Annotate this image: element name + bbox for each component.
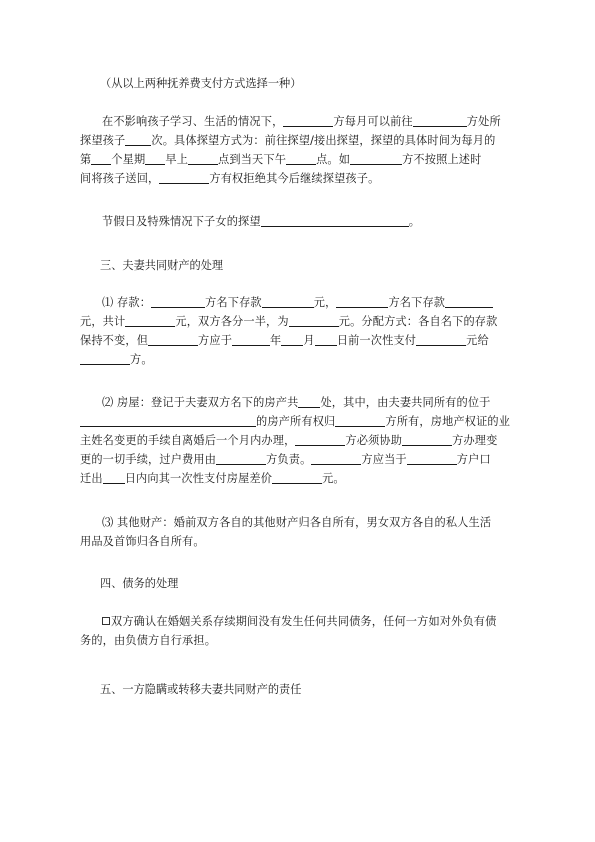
blank-field[interactable] — [272, 471, 322, 484]
blank-field[interactable] — [80, 352, 130, 365]
blank-field[interactable] — [261, 214, 409, 227]
section-4-title: 四、债务的处理 — [100, 577, 179, 590]
other-property-paragraph — [80, 513, 520, 551]
house-line-3: 主姓名变更的手续自离婚后一个月内办理， 方必须协助 方办理变 — [80, 434, 498, 447]
debt-paragraph — [80, 612, 520, 650]
blank-field[interactable] — [262, 295, 314, 308]
blank-field[interactable] — [402, 433, 452, 446]
visitation-line-1: 在不影响孩子学习、生活的情况下， 方每月可以前往 方处所 — [102, 115, 501, 128]
blank-field[interactable] — [145, 152, 165, 165]
blank-field[interactable] — [281, 333, 303, 346]
blank-field[interactable] — [315, 333, 337, 346]
deposit-line-3: 保持不变，但 方应于 年 月 日前一次性支付 元给 — [80, 334, 489, 347]
blank-field[interactable] — [407, 452, 457, 465]
blank-field[interactable] — [336, 295, 388, 308]
holiday-visitation: 节假日及特殊情况下子女的探望 。 — [102, 215, 421, 228]
blank-field[interactable] — [91, 152, 111, 165]
payment-choice-note: （从以上两种抚养费支付方式选择一种） — [100, 77, 302, 90]
blank-field[interactable] — [289, 314, 339, 327]
deposit-paragraph — [80, 293, 520, 369]
other-property-line-2: 用品及首饰归各自所有。 — [80, 535, 205, 548]
debt-line-1: 双方确认在婚姻关系存续期间没有发生任何共同债务，任何一方如对外负有债 — [80, 612, 520, 631]
blank-field[interactable] — [298, 395, 320, 408]
visitation-line-2: 探望孩子 次。具体探望方式为：前往探望/接出探望，探望的具体时间为每月的 — [80, 134, 496, 147]
blank-field[interactable] — [103, 471, 125, 484]
deposit-line-4: 方。 — [80, 350, 520, 369]
blank-field[interactable] — [148, 333, 198, 346]
blank-field[interactable] — [350, 152, 402, 165]
house-line-2: 的房产所有权归 方所有，房地产权证的业 — [80, 412, 520, 431]
visitation-line-3: 第 个星期 早上 点到当天下午 点。如 方不按照上述时 — [80, 153, 482, 166]
blank-field[interactable] — [159, 171, 209, 184]
blank-field[interactable] — [125, 133, 151, 146]
house-paragraph — [80, 393, 520, 488]
section-3-title: 三、夫妻共同财产的处理 — [100, 259, 224, 272]
blank-field[interactable] — [413, 114, 467, 127]
blank-field[interactable] — [335, 414, 385, 427]
other-property-line-1: ⑶ 其他财产：婚前双方各自的其他财产归各自所有，男女双方各自的私人生活 — [102, 516, 492, 529]
house-line-1: ⑵ 房屋：登记于夫妻双方名下的房产共 处，其中，由夫妻共同所有的位于 — [102, 396, 491, 409]
checkbox[interactable] — [102, 617, 110, 625]
visitation-line-4: 间将孩子送回， 方有权拒绝其今后继续探望孩子。 — [80, 172, 380, 185]
house-line-5: 迁出 日内向其一次性支付房屋差价 元。 — [80, 472, 345, 485]
deposit-line-2: 元，共计 元，双方各分一半，为 元。分配方式：各自名下的存款 — [80, 315, 498, 328]
blank-field[interactable] — [295, 433, 345, 446]
blank-field[interactable] — [283, 114, 333, 127]
debt-line-2: 务的，由负债方自行承担。 — [80, 634, 217, 647]
blank-field[interactable] — [188, 152, 218, 165]
blank-field[interactable] — [216, 452, 266, 465]
house-line-4: 更的一切手续，过户费用由 方负责。 方应当于 方户口 — [80, 453, 491, 466]
blank-field[interactable] — [445, 295, 493, 308]
blank-field[interactable] — [151, 295, 205, 308]
blank-field[interactable] — [286, 152, 316, 165]
blank-field[interactable] — [125, 314, 175, 327]
visitation-paragraph — [80, 112, 520, 188]
blank-field[interactable] — [232, 333, 270, 346]
blank-field[interactable] — [416, 333, 466, 346]
section-5-title: 五、一方隐瞒或转移夫妻共同财产的责任 — [100, 683, 302, 696]
deposit-line-1: ⑴ 存款： 方名下存款 元， 方名下存款 — [80, 293, 520, 312]
blank-field[interactable] — [311, 452, 361, 465]
blank-field[interactable] — [80, 414, 256, 427]
